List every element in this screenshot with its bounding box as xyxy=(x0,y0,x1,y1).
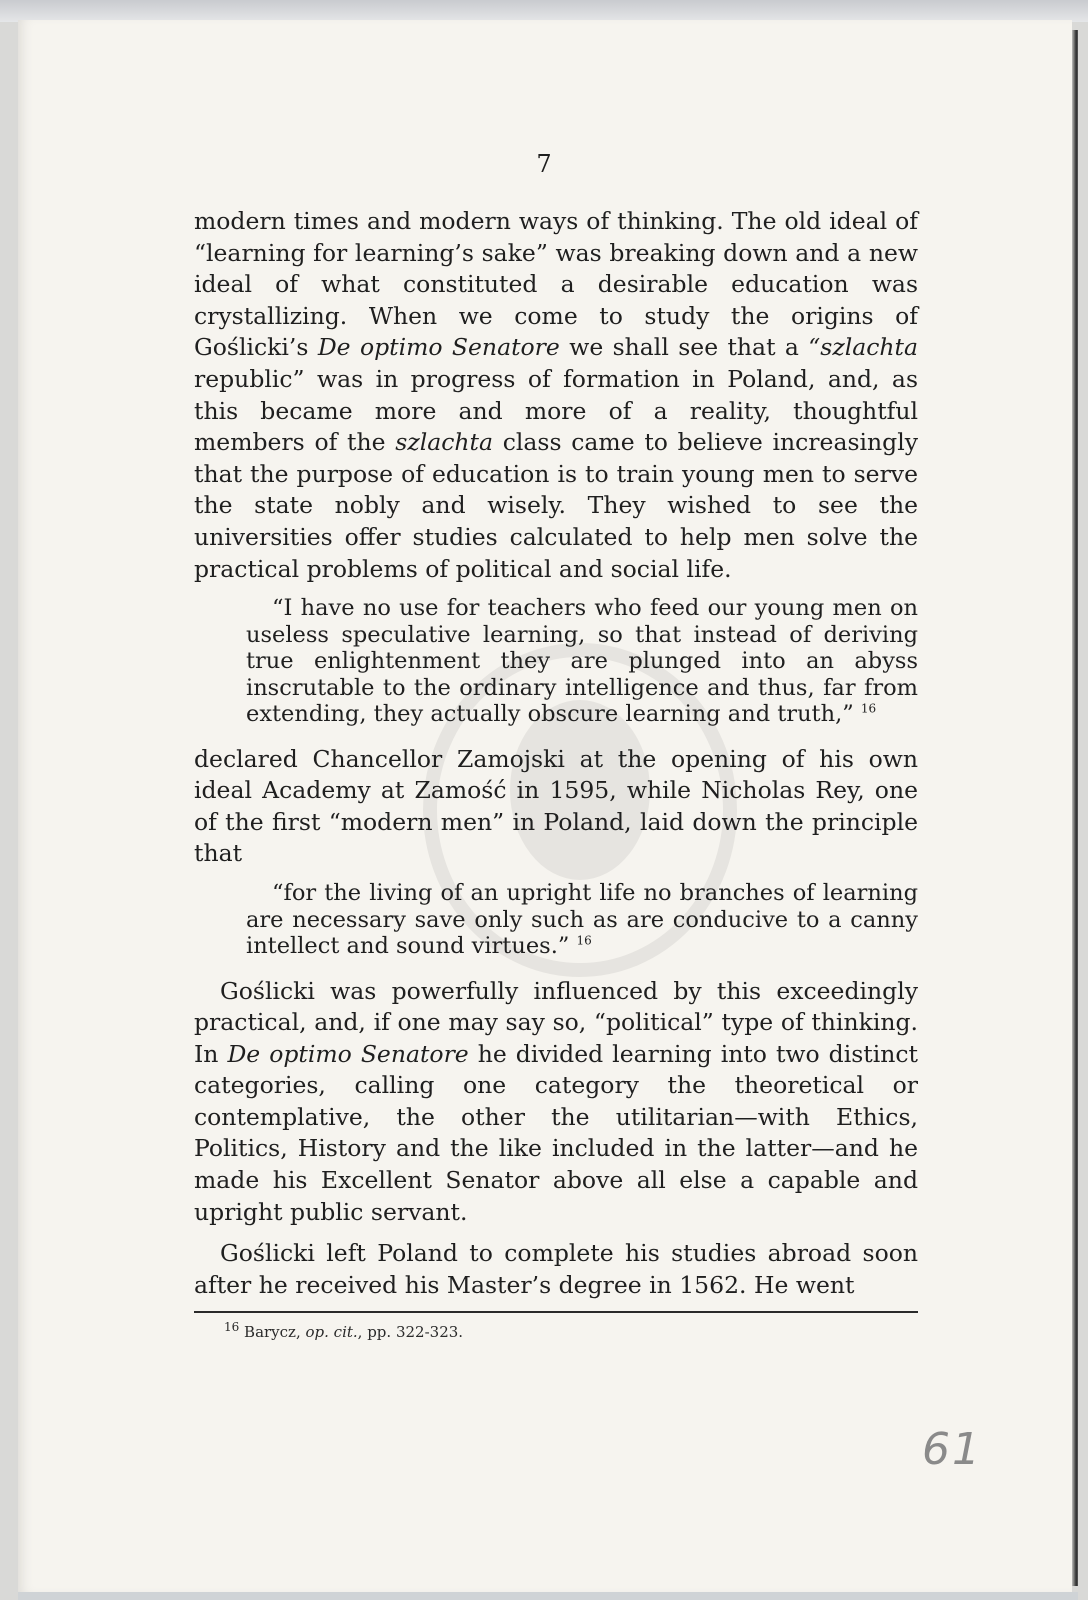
paragraph-2: declared Chancellor Zamojski at the opening of his own ideal Academy at Zamość in 1595, while Nicholas Rey, one of the first “modern men” in Poland, laid down the principle that xyxy=(194,744,918,868)
italic-abbrev: op. cit. xyxy=(305,1323,358,1342)
handwritten-page-number: 61 xyxy=(922,1424,982,1475)
text-run: class came to believe increasingly that the purpose of education is to train young men to serve the state nobly and wisely. They wished to see the universities offer studies calculated to help men solve the practical problems of political and social life. xyxy=(194,428,918,583)
paragraph-3 xyxy=(194,976,918,1229)
paragraph-4: Goślicki left Poland to complete his studies abroad soon after he received his Master’s degree in 1562. He went xyxy=(194,1239,918,1299)
text-run: republic” was in progress of formation in Poland, and, as this became more and more of a reality, thoughtful members of the xyxy=(194,364,918,457)
quote-text: “I have no use for teachers who feed our young men on useless speculative learning, so that instead of deriving true enlightenment they are plunged into an abyss inscrutable to the ordinary intelligence and thus, far from extending, they actually obscure learning and truth,” xyxy=(246,595,918,728)
footnote-ref: 16 xyxy=(576,933,592,948)
text-run: Barycz, xyxy=(239,1323,306,1342)
quote-text: “for the living of an upright life no branches of learning are necessary save only such as are conducive to a canny intellect and sound virtues.” xyxy=(246,880,918,959)
text-run: we shall see that a xyxy=(559,333,809,362)
italic-term: szlachta xyxy=(395,428,493,457)
scan-bottom-edge xyxy=(18,1592,1078,1600)
text-run: , pp. 322-323. xyxy=(357,1323,464,1342)
footnote-divider xyxy=(194,1311,918,1313)
footnote-ref: 16 xyxy=(860,701,877,716)
italic-title: De optimo Senatore xyxy=(317,333,560,362)
block-quote-1 xyxy=(246,595,918,728)
italic-term: “szlachta xyxy=(808,333,919,362)
page-stack-edge xyxy=(1072,30,1078,1586)
page-number: 7 xyxy=(536,150,552,178)
text-run: modern times and modern ways of thinking. The old ideal of “learning for learning’s sake” was breaking down and a new ideal of what constituted a desirable education was crystallizing. When we come to study the origins of Goślicki’s xyxy=(194,207,918,362)
paragraph-1 xyxy=(194,206,918,585)
footnote xyxy=(224,1320,918,1342)
body-text xyxy=(194,206,918,1341)
italic-title: De optimo Senatore xyxy=(227,1039,469,1068)
block-quote-2 xyxy=(246,880,918,960)
footnote-number: 16 xyxy=(224,1320,240,1335)
text-run: Goślicki was powerfully influenced by this exceedingly practical, and, if one may say so, “political” type of thinking. In xyxy=(194,976,918,1068)
scan-top-edge xyxy=(0,0,1088,22)
text-run: he divided learning into two distinct categories, calling one category the theoretical or contemplative, the other the utilitarian—with Ethics, Politics, History and the like included in the latter—and he made his Excellent Senator above all else a capable and upright public servant. xyxy=(194,1039,919,1226)
